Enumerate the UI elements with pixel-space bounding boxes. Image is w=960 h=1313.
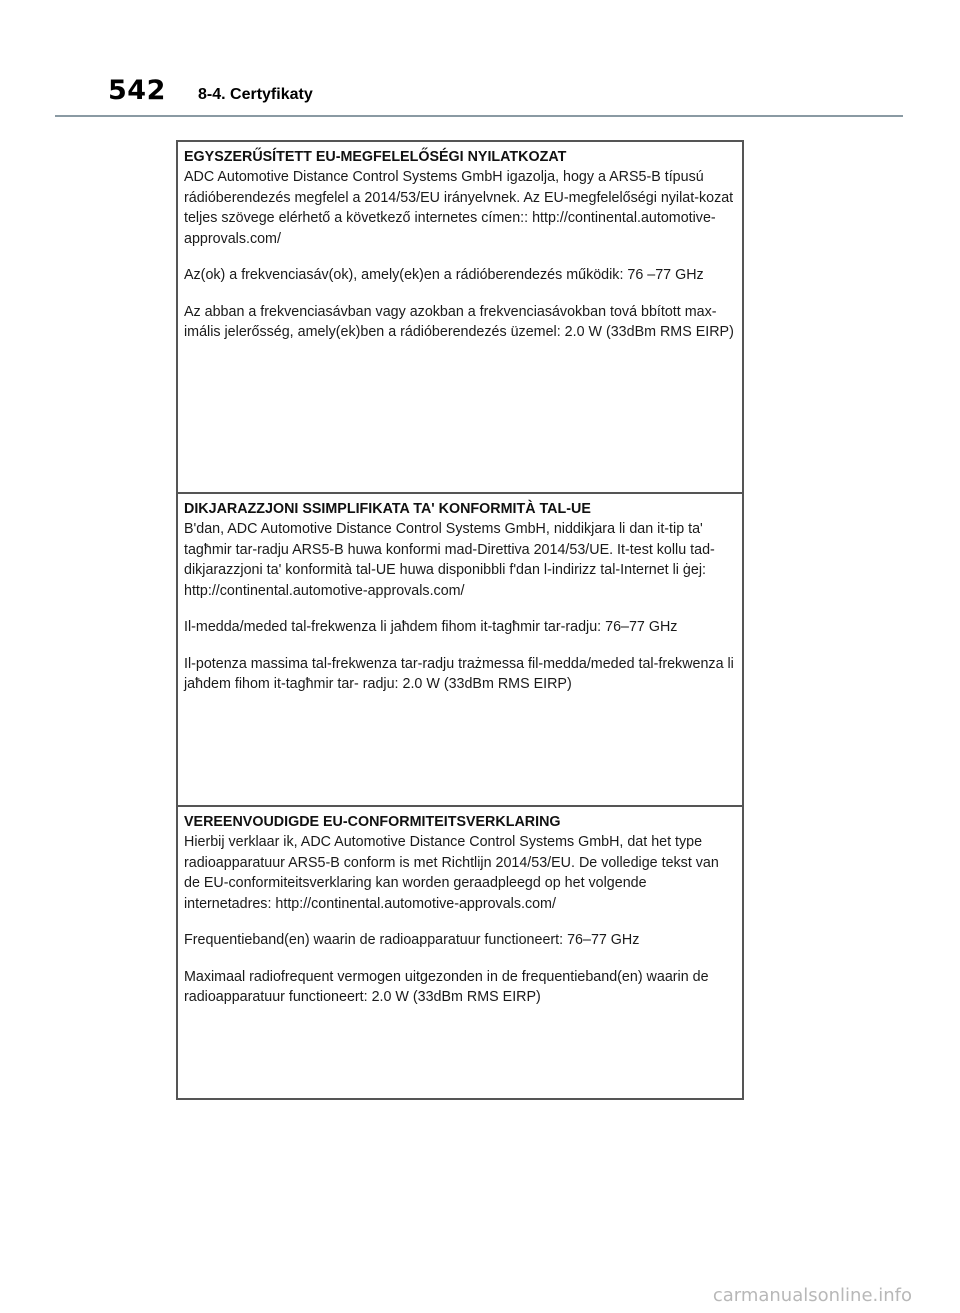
max-power-text: Maximaal radiofrequent vermogen uitgezonden in de frequentieband(en) waarin de radioapparatuur functioneert: 2.0 W (33dBm RMS EIRP): [184, 968, 709, 1005]
max-power-text: Az abban a frekvenciasávban vagy azokban a frekvenciasávokban tová bbított max-imális jelerősség, amely(ek)ben a rádióberendezés üzemel: 2.0 W (33dBm RMS EIRP): [184, 303, 734, 340]
section-title: 8-4. Certyfikaty: [198, 86, 313, 103]
panel-heading: VEREENVOUDIGDE EU-CONFORMITEITSVERKLARING: [184, 814, 561, 830]
page-number: 542: [108, 75, 166, 106]
panel-heading: EGYSZERŰSÍTETT EU-MEGFELELŐSÉGI NYILATKOZAT: [184, 149, 567, 165]
declaration-text: Hierbij verklaar ik, ADC Automotive Distance Control Systems GmbH, dat het type radioapparatuur ARS5-B conform is met Richtlijn 2014/53/EU. De volledige tekst van de EU-conformiteitsverklaring kan worden geraadpleegd op het volgende internetadres: http://continental.automotive-approvals.com/: [184, 834, 719, 912]
declaration-text: B'dan, ADC Automotive Distance Control Systems GmbH, niddikjara li dan it-tip ta' tagħmir tar-radju ARS5-B huwa konformi mad-Direttiva 2014/53/UE. It-test kollu tad-dikjarazzjoni ta' konformità tal-UE huwa disponibbli f'dan l-indirizz tal-Internet li ġej: http://continental.automotive-approvals.com/: [184, 521, 715, 599]
header-divider: [55, 115, 903, 117]
frequency-band-text: Il-medda/meded tal-frekwenza li jaħdem fihom it-tagħmir tar-radju: 76–77 GHz: [184, 619, 678, 635]
declaration-panel-dutch: [178, 805, 742, 1098]
declaration-text: ADC Automotive Distance Control Systems GmbH igazolja, hogy a ARS5-B típusú rádióberendezés megfelel a 2014/53/EU irányelvnek. Az EU-megfelelőségi nyilat-kozat teljes szövege elérhető a következő internetes címen:: http://continental.automotive-approvals.com/: [184, 169, 734, 247]
site-watermark: carmanualsonline.info: [712, 1285, 912, 1306]
frequency-band-text: Frequentieband(en) waarin de radioapparatuur functioneert: 76–77 GHz: [184, 932, 640, 948]
panel-heading: DIKJARAZZJONI SSIMPLIFIKATA TA' KONFORMITÀ TAL-UE: [184, 501, 591, 517]
frequency-band-text: Az(ok) a frekvenciasáv(ok), amely(ek)en a rádióberendezés működik: 76 –77 GHz: [184, 267, 704, 283]
declaration-panel-maltese: [178, 492, 742, 805]
page-header: [0, 0, 960, 118]
declaration-panel-hungarian: [178, 142, 742, 492]
certificate-box: [176, 140, 744, 1100]
max-power-text: Il-potenza massima tal-frekwenza tar-radju trażmessa fil-medda/meded tal-frekwenza li jaħdem fihom it-tagħmir tar- radju: 2.0 W (33dBm RMS EIRP): [184, 655, 734, 692]
